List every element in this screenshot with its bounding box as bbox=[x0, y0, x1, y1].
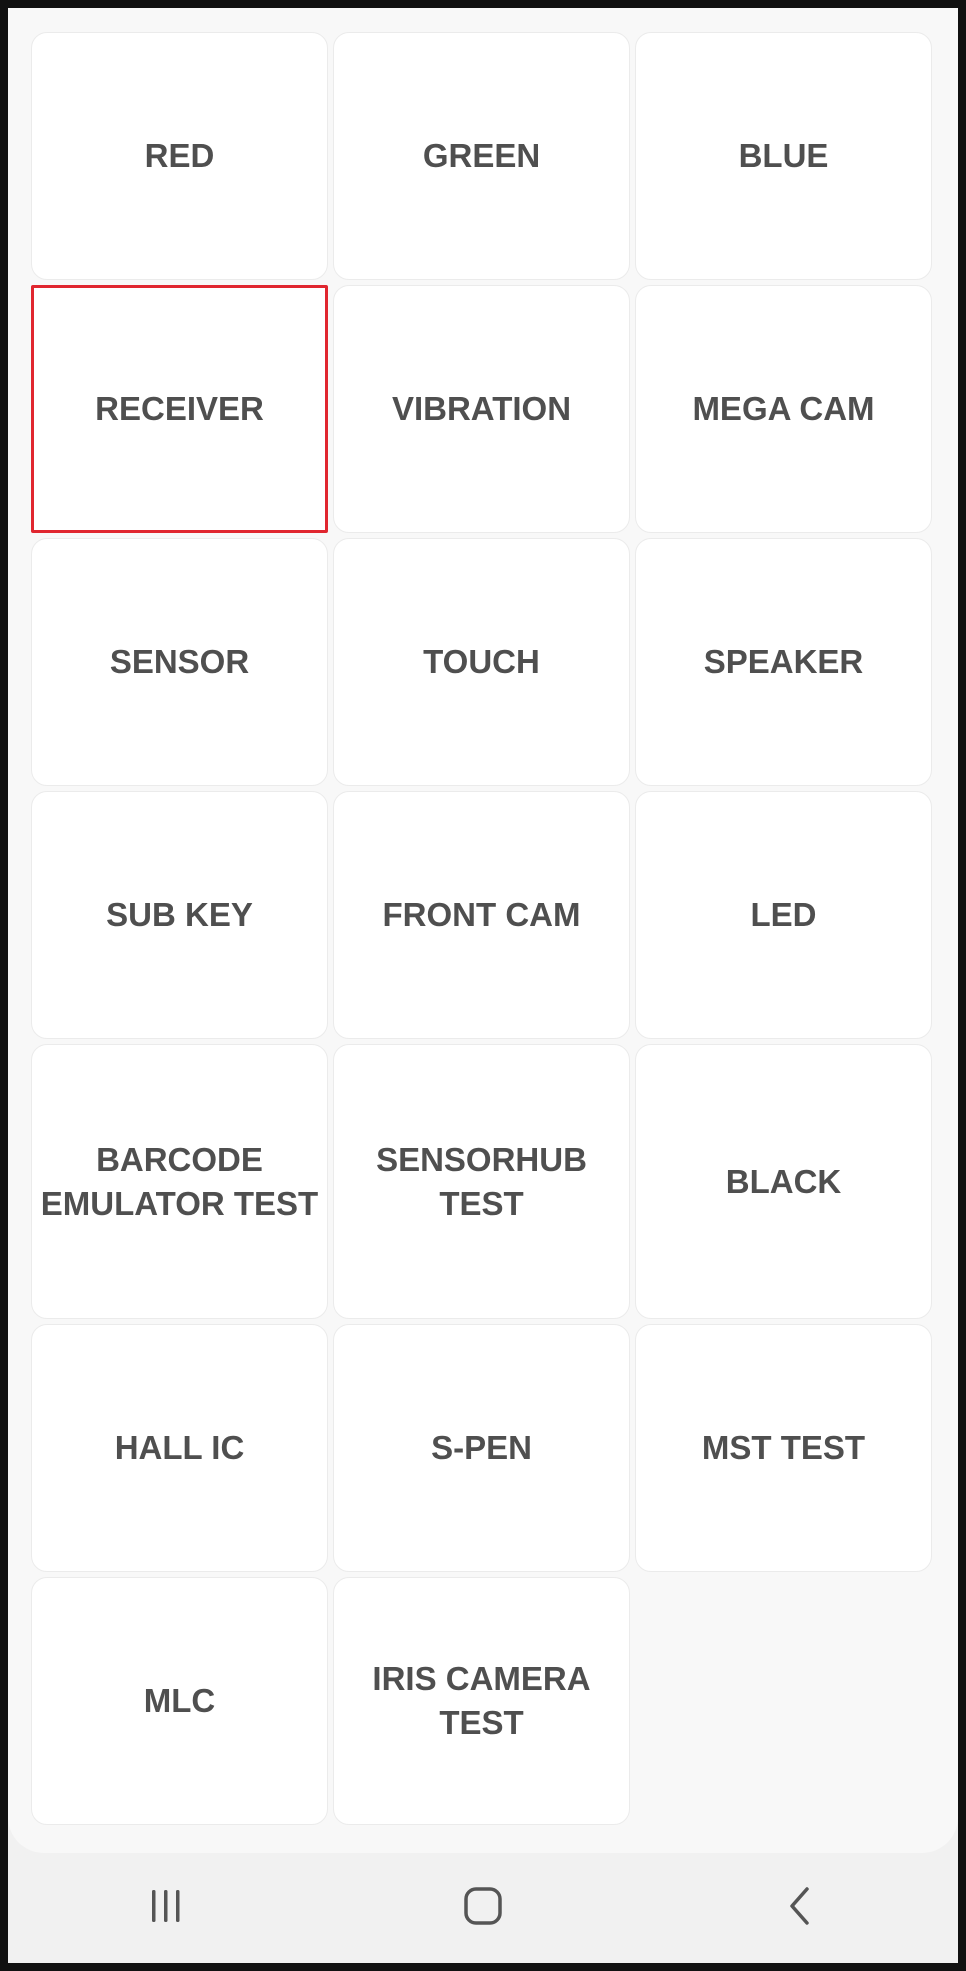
tile-receiver[interactable]: RECEIVER bbox=[31, 285, 328, 533]
tile-led[interactable]: LED bbox=[635, 791, 932, 1039]
tile-iris-camera-test[interactable]: IRIS CAMERA TEST bbox=[333, 1577, 630, 1825]
tile-speaker[interactable]: SPEAKER bbox=[635, 538, 932, 786]
tile-green[interactable]: GREEN bbox=[333, 32, 630, 280]
home-icon bbox=[462, 1885, 504, 1932]
tile-front-cam[interactable]: FRONT CAM bbox=[333, 791, 630, 1039]
tile-mlc[interactable]: MLC bbox=[31, 1577, 328, 1825]
tile-black[interactable]: BLACK bbox=[635, 1044, 932, 1319]
tile-s-pen[interactable]: S-PEN bbox=[333, 1324, 630, 1572]
tile-sub-key[interactable]: SUB KEY bbox=[31, 791, 328, 1039]
back-icon bbox=[780, 1886, 820, 1931]
tile-barcode-emulator-test[interactable]: BARCODE EMULATOR TEST bbox=[31, 1044, 328, 1319]
tile-hall-ic[interactable]: HALL IC bbox=[31, 1324, 328, 1572]
recent-apps-icon bbox=[146, 1886, 186, 1931]
tile-sensor[interactable]: SENSOR bbox=[31, 538, 328, 786]
tile-mst-test[interactable]: MST TEST bbox=[635, 1324, 932, 1572]
empty-cell bbox=[635, 1577, 932, 1825]
tile-sensorhub-test[interactable]: SENSORHUB TEST bbox=[333, 1044, 630, 1319]
tile-red[interactable]: RED bbox=[31, 32, 328, 280]
back-button[interactable] bbox=[740, 1863, 860, 1953]
tile-vibration[interactable]: VIBRATION bbox=[333, 285, 630, 533]
test-grid bbox=[31, 32, 935, 1830]
home-button[interactable] bbox=[423, 1863, 543, 1953]
tile-blue[interactable]: BLUE bbox=[635, 32, 932, 280]
navigation-bar bbox=[8, 1853, 958, 1963]
test-menu-screen bbox=[8, 8, 958, 1853]
tile-touch[interactable]: TOUCH bbox=[333, 538, 630, 786]
recent-apps-button[interactable] bbox=[106, 1863, 226, 1953]
tile-mega-cam[interactable]: MEGA CAM bbox=[635, 285, 932, 533]
